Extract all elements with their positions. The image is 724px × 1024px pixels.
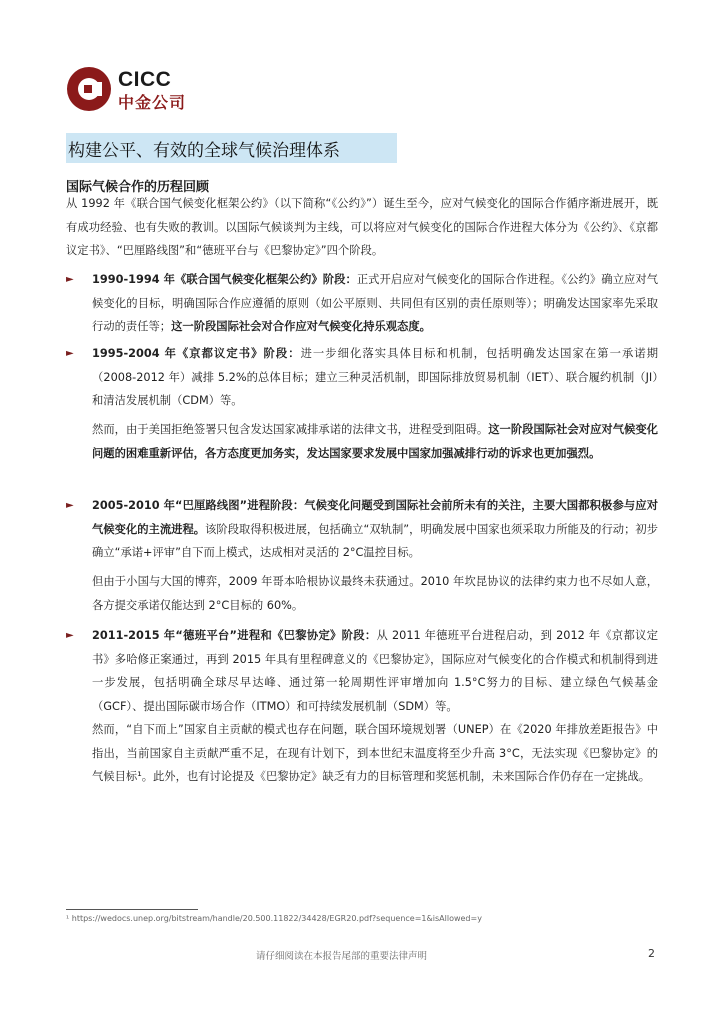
section-heading: 国际气候合作的历程回顾	[66, 180, 210, 195]
stage-4-note: 然而，“自下而上”国家自主贡献的模式也存在问题，联合国环境规划署（UNEP）在《2020 年排放差距报告》中指出，当前国家自主贡献严重不足，在现有计划下，到本世纪末温度将至少升高 3°C，无法实现《巴黎协定》的气候目标¹。此外，也有讨论提及《巴黎协定》缺乏有力的目标管理和奖惩机制，未来国际合作仍存在一定挑战。	[92, 723, 658, 783]
stage-4-heading: 2011-2015 年“德班平台”进程和《巴黎协定》阶段：	[92, 629, 377, 642]
stage-3-heading: 2005-2010 年“巴厘路线图”进程阶段：	[92, 499, 305, 512]
stage-3-body: 该阶段取得积极进展，包括确立“双轨制”，明确发展中国家也须采取力所能及的行动；初步确立“承诺+评审”自下而上模式，达成相对灵活的 2°C温控目标。	[92, 522, 658, 559]
intro-paragraph: 从 1992 年《联合国气候变化框架公约》（以下简称“《公约》”）诞生至今，应对气候变化的国际合作循序渐进展开，既有成功经验、也有失败的教训。以国际气候谈判为主线，可以将应对气候变化的国际合作进程大体分为《公约》、《京都议定书》、“巴厘路线图”和“德班平台与《巴黎协定》”四个阶段。	[66, 197, 658, 257]
legal-disclaimer-footer: 请仔细阅读在本报告尾部的重要法律声明	[256, 951, 428, 962]
stage-3-heading-cont: 气候变化问题受到国际社会前所未有的关注，主要大国都积极参与应对气候变化的主流进程。	[92, 499, 658, 536]
stage-4-paragraph	[92, 624, 658, 718]
stage-1-emphasis: 这一阶段国际社会对合作应对气候变化持乐观态度。	[171, 320, 431, 333]
stage-2-note	[92, 418, 658, 465]
stage-1-paragraph	[92, 268, 658, 339]
stage-3-paragraph	[92, 494, 658, 565]
footnote-divider	[66, 909, 198, 910]
page-number: 2	[648, 947, 655, 960]
bullet-arrow-icon: ►	[66, 500, 74, 511]
stage-3-note: 但由于小国与大国的博弈，2009 年哥本哈根协议最终未获通过。2010 年坎昆协议的法律约束力也不尽如人意，各方提交承诺仅能达到 2°C目标的 60%。	[92, 575, 658, 612]
page-title: 构建公平、有效的全球气候治理体系	[68, 141, 340, 161]
cicc-logo-icon	[66, 66, 112, 112]
stage-2-note-plain: 然而，由于美国拒绝签署只包含发达国家减排承诺的法律文书，进程受到阻碍。	[92, 423, 489, 436]
bullet-arrow-icon: ►	[66, 630, 74, 641]
stage-4-body: 从 2011 年德班平台进程启动，到 2012 年《京都议定书》多哈修正案通过，再到 2015 年具有里程碑意义的《巴黎协定》，国际应对气候变化的合作模式和机制得到进一步发展，包括明确全球尽早达峰、通过第一轮周期性评审增加向 1.5°C努力的目标、建立绿色气候基金（GCF）、提出国际碳市场合作（ITMO）和可持续发展机制（SDM）等。	[92, 629, 659, 713]
logo-text-en: CICC	[118, 68, 172, 91]
bullet-arrow-icon: ►	[66, 274, 74, 285]
bullet-arrow-icon: ►	[66, 348, 74, 359]
stage-2-note-bold: 这一阶段国际社会对应对气候变化问题的困难重新评估，各方态度更加务实，发达国家要求发展中国家加强减排行动的诉求也更加强烈。	[92, 423, 658, 460]
stage-2-body: 进一步细化落实具体目标和机制，包括明确发达国家在第一承诺期（2008-2012 年）减排 5.2%的总体目标；建立三种灵活机制，即国际排放贸易机制（IET）、联合履约机制（JI）和清洁发展机制（CDM）等。	[92, 347, 658, 407]
stage-2-paragraph	[92, 342, 658, 413]
stage-1-heading: 1990-1994 年《联合国气候变化框架公约》阶段：	[92, 273, 357, 286]
company-logo	[66, 66, 196, 116]
logo-text-cn: 中金公司	[118, 93, 187, 112]
stage-1-body: 正式开启应对气候变化的国际合作进程。《公约》确立应对气候变化的目标，明确国际合作应遵循的原则（如公平原则、共同但有区别的责任原则等）；明确发达国家率先采取行动的责任等；	[92, 273, 658, 333]
footnote-link[interactable]: ¹ https://wedocs.unep.org/bitstream/handle/20.500.11822/34428/EGR20.pdf?sequence=1&isAllowed=y	[66, 914, 482, 923]
stage-2-heading: 1995-2004 年《京都议定书》阶段：	[92, 347, 301, 360]
